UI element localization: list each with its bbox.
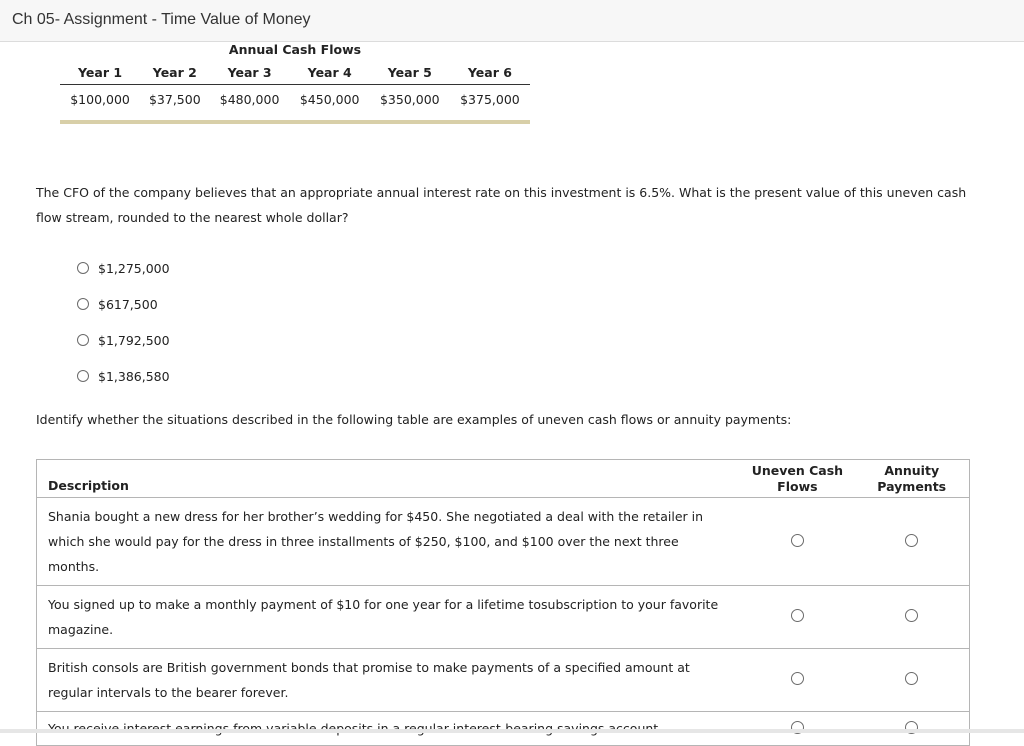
annuity-radio-button[interactable] — [905, 672, 918, 685]
radio-button[interactable] — [77, 298, 89, 310]
answer-option-1[interactable] — [77, 250, 170, 286]
uneven-radio-button[interactable] — [791, 672, 804, 685]
uneven-radio-button[interactable] — [791, 609, 804, 622]
year-5-value: $350,000 — [379, 91, 440, 107]
cash-flows-caption: Annual Cash Flows — [228, 42, 362, 57]
year-6-value: $375,000 — [460, 91, 520, 107]
situations-table — [36, 459, 970, 746]
annual-cash-flows-table — [60, 42, 530, 124]
uneven-cash-flows-header: Uneven Cash Flows — [751, 462, 844, 494]
annuity-radio-button[interactable] — [905, 609, 918, 622]
year-1-value: $100,000 — [70, 91, 130, 107]
year-2-header: Year 2 — [140, 60, 209, 85]
answer-option-label: $1,275,000 — [98, 260, 170, 276]
year-2-value: $37,500 — [148, 91, 201, 107]
uneven-radio-button[interactable] — [791, 534, 804, 547]
description-header: Description — [48, 478, 129, 493]
title-bar — [0, 0, 1024, 42]
annuity-radio-button[interactable] — [905, 534, 918, 547]
question-text: The CFO of the company believes that an appropriate annual interest rate on this investment is 6.5%. What is the present value of this uneven cash flow stream, rounded to the nearest whole dollar? — [36, 185, 967, 225]
identify-prompt: Identify whether the situations described in the following table are examples of uneven cash flows or annuity payments: — [36, 412, 792, 427]
table-row — [37, 498, 970, 586]
year-4-header: Year 4 — [290, 60, 370, 85]
radio-button[interactable] — [77, 262, 89, 274]
answer-option-label: $1,792,500 — [98, 332, 170, 348]
year-5-header: Year 5 — [370, 60, 450, 85]
answer-option-label: $1,386,580 — [98, 368, 170, 384]
cash-flows-grid — [60, 60, 530, 113]
table-row — [37, 586, 970, 649]
situation-description: You signed up to make a monthly payment of $10 for one year for a lifetime tosubscription to your favorite magazine. — [48, 597, 719, 637]
radio-button[interactable] — [77, 334, 89, 346]
year-3-value: $480,000 — [219, 91, 280, 107]
answer-options — [77, 250, 170, 394]
answer-option-2[interactable] — [77, 286, 170, 322]
annuity-payments-header: Annuity Payments — [877, 462, 947, 494]
table-row — [37, 649, 970, 712]
year-4-value: $450,000 — [299, 91, 360, 107]
year-3-header: Year 3 — [210, 60, 290, 85]
answer-option-3[interactable] — [77, 322, 170, 358]
situation-description: British consols are British government bonds that promise to make payments of a specified amount at regular intervals to the bearer forever. — [48, 660, 690, 700]
answer-option-4[interactable] — [77, 358, 170, 394]
radio-button[interactable] — [77, 370, 89, 382]
situation-description: Shania bought a new dress for her brother’s wedding for $450. She negotiated a deal with the retailer in which she would pay for the dress in three installments of $250, $100, and $100 over the next three months. — [48, 509, 704, 574]
answer-option-label: $617,500 — [98, 296, 158, 312]
year-6-header: Year 6 — [450, 60, 530, 85]
assignment-title: Ch 05- Assignment - Time Value of Money — [12, 11, 311, 28]
year-1-header: Year 1 — [60, 60, 140, 85]
table-divider — [60, 120, 530, 124]
bottom-edge — [0, 729, 1024, 733]
